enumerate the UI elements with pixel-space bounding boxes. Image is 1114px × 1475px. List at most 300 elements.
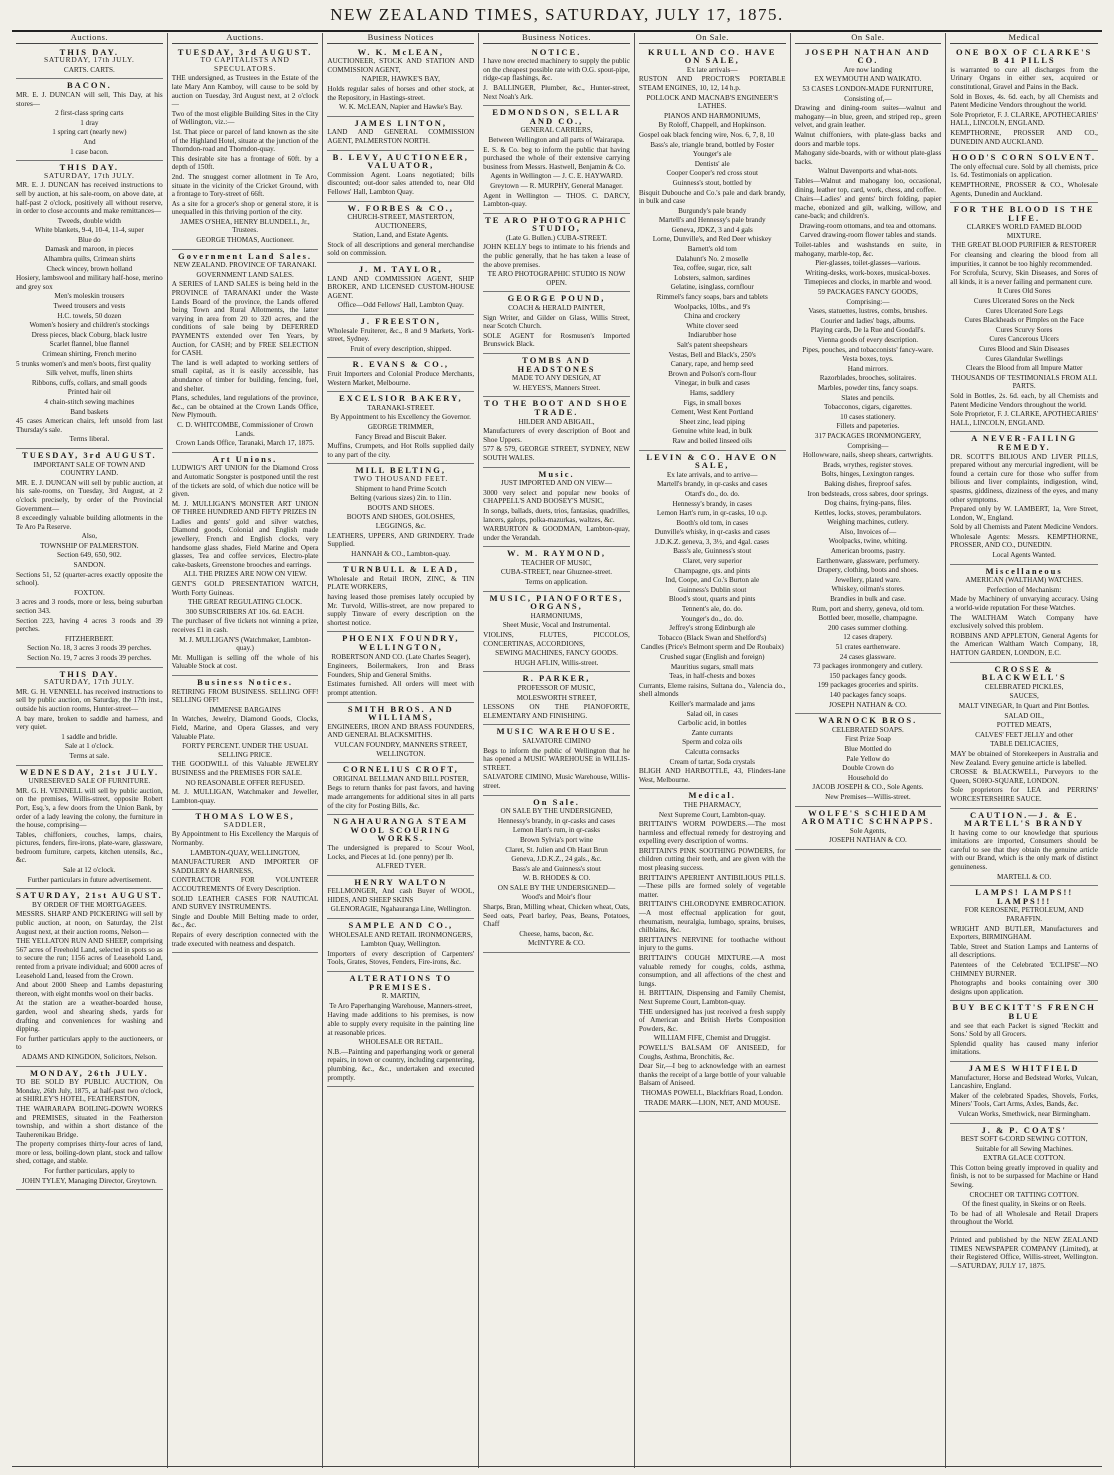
- ad-line: Weighing machines, cutlery.: [827, 518, 909, 527]
- ad-line: Shipment to hand Prime Scotch: [355, 484, 447, 493]
- ad-line: J. BALLINGER, Plumber, &c., Hunter-street, Next Noah's Ark.: [483, 83, 630, 101]
- ad-title: KRULL AND CO. HAVE ON SALE,: [647, 46, 777, 66]
- ad-line: M. J. MULLIGAN'S (Watchmaker, Lambton-quay.): [179, 635, 312, 653]
- ad-line: Ribbons, cuffs, collars, and small goods: [31, 378, 147, 387]
- advertisement: [483, 354, 630, 397]
- ad-line: 51 crates earthenware.: [835, 643, 901, 651]
- ad-line: Pale Yellow do: [846, 754, 890, 763]
- ad-title: THOMAS LOWES,: [195, 811, 295, 822]
- advertisement: [327, 358, 474, 392]
- ad-line: Terms at sale.: [69, 751, 110, 760]
- ad-line: Sold in Boxes, 4s. 6d. each, by all Chemists and Patent Medicine Vendors throughout the world.: [950, 92, 1098, 110]
- ad-line: Section No. 19, 7 acres 3 roods 39 perches.: [27, 654, 152, 662]
- ad-line: Engineers, Boilermakers, Iron and Brass Founders, Ship and General Smiths.: [327, 662, 475, 679]
- ad-line: THE undersigned has just received a fresh supply of American and British Herbs Composition Powders, &c.: [638, 1007, 786, 1033]
- column-heading: Medical: [950, 33, 1098, 44]
- ad-line: Barnett's old tom: [687, 245, 737, 254]
- ad-line: Dear Sir,—I beg to acknowledge with an earnest thanks the receipt of a large bottle of your valuable Balsam of Aniseed.: [638, 1062, 786, 1088]
- ad-line: The land is well adapted to working settlers of small capital, as it is easily accessible, has abundance of timber for building, fencing, fuel, and shelter.: [171, 358, 319, 393]
- ad-line: And: [83, 137, 96, 146]
- ad-line: New Premises—Willis-street.: [825, 792, 911, 801]
- ad-title: MONDAY, 26th JULY.: [29, 1067, 149, 1078]
- ad-line: Men's moleskin trousers: [54, 292, 125, 301]
- ad-line: NAPIER, HAWKE'S BAY,: [361, 75, 440, 84]
- ad-line: THE undersigned, as Trustees in the Estate of the late Mary Ann Kamboy, will cause to be sold by auction on Tuesday, 3rd August next, at 2 o'clock—: [171, 74, 319, 109]
- ad-title: JOSEPH NATHAN AND CO.: [805, 46, 931, 66]
- ad-title: SAMPLE AND CO.,: [348, 920, 454, 931]
- ad-line: FORTY PERCENT. UNDER THE USUAL SELLING PRICE.: [182, 742, 308, 759]
- ad-line: Brown Sylvia's port wine: [520, 835, 593, 844]
- ad-line: Bass's ale and Guinness's stout: [512, 864, 601, 873]
- ad-title: NGAHAURANGA STEAM WOOL SCOURING WORKS.: [333, 816, 469, 844]
- ad-line: Crown Lands Office, Taranaki, March 17, 1875.: [175, 439, 315, 448]
- advertisement: [950, 151, 1098, 203]
- ad-line: Comprising—: [847, 441, 889, 450]
- ad-line: M. J. MULLIGAN'S MONSTER ART UNION OF THREE HUNDRED AND FIFTY PRIZES IN: [171, 499, 319, 517]
- ad-line: Woolpacks, 10lbs., and 9's: [674, 302, 751, 311]
- ad-title: BUY BECKITT'S FRENCH BLUE: [952, 1002, 1096, 1021]
- ad-line: Whiskey, oilman's stores.: [831, 585, 905, 594]
- ad-line: 2nd. The snuggest corner allotment in Te Aro, situate in the vicinity of the Cricket Ground, with a frontage to Tory-street of 66ft.: [171, 172, 319, 199]
- ad-line: HILDER AND ABIGAIL,: [518, 417, 595, 426]
- ad-line: 199 packages groceries and spirits.: [817, 681, 919, 690]
- ad-line: The only effectual cure. Sold by all chemists, price 1s. 6d. Testimonials on application.: [950, 162, 1098, 180]
- ad-line: Stock of all descriptions and general merchandise sold on commission.: [327, 240, 475, 258]
- ad-line: China and crockery: [684, 312, 741, 321]
- ad-line: CUBA-STREET, near Ghuznee-street.: [500, 568, 613, 577]
- ad-title: CROSSE & BLACKWELL'S: [981, 663, 1067, 683]
- ad-line: IMPORTANT SALE OF TOWN AND COUNTRY LAND.: [33, 460, 146, 478]
- ad-line: ROBERTSON AND CO. (Late Charles Seager),: [331, 652, 471, 661]
- ad-line: TABLE DELICACIES,: [990, 740, 1059, 749]
- ad-line: Cures Scurvy Sores: [995, 325, 1053, 334]
- ad-line: Sole proprietors for LEA and PERRINS' WORCESTERSHIRE SAUCE.: [950, 786, 1098, 803]
- ad-line: BOOTS AND SHOES.: [367, 503, 435, 512]
- ad-line: Blood's stout, quarts and pints: [668, 595, 756, 604]
- ad-subtitle: SATURDAY, 17th JULY.: [44, 170, 135, 180]
- ad-title: EDMONDSON, SELLAR AND CO.,: [492, 107, 621, 126]
- ad-line: Mauritius sugars, small mats: [670, 662, 754, 671]
- ad-title: W. K. McLEAN,: [357, 46, 444, 57]
- ad-line: Te Aro Paperhanging Warehouse, Manners-street,: [329, 1001, 473, 1010]
- ad-line: Genuine white lead, in bulk: [672, 427, 753, 436]
- ad-title: A NEVER-FAILING REMEDY.: [971, 433, 1078, 452]
- ad-title: TE ARO PHOTOGRAPHIC STUDIO,: [485, 214, 628, 234]
- ad-line: MR. E. J. DUNCAN will sell, This Day, at his stores—: [16, 90, 163, 108]
- ad-line: SAUCES,: [1009, 692, 1039, 701]
- ad-title: MUSIC WAREHOUSE.: [496, 726, 617, 737]
- ad-line: In Watches, Jewelry, Diamond Goods, Clocks, Field, Marine, and Opera Glasses, and very Valuable Plate.: [171, 715, 319, 741]
- ad-line: To be had of all Wholesale and Retail Drapers throughout the World.: [950, 1209, 1098, 1227]
- ad-line: HARMONIUMS,: [530, 611, 583, 620]
- ad-title: EXCELSIOR BAKERY,: [338, 393, 463, 404]
- ad-line: BEST SOFT 6-CORD SEWING COTTON,: [960, 1135, 1088, 1144]
- ad-line: TO BE SOLD BY PUBLIC AUCTION, On Monday, 26th July, 1875, at half-past two o'clock, at SHIRLEY'S HOTEL, FEATHERSTON,: [16, 1078, 163, 1104]
- ad-line: It Cures Old Sores: [997, 287, 1051, 296]
- ad-line: A SERIES of LAND SALES is being held in the PROVINCE of TARANAKI under the Waste Lands Board of the province, the Lands offered being Town and Rural Allotments, the latter varying in area from 20 to 320 acres, and the conditions of sale being by DEFERRED PAYMENTS extended over Ten Years, by Auction, for CASH; and by FREE SELECTION for CASH.: [171, 280, 319, 358]
- advertisement: [327, 46, 474, 117]
- ad-line: THE WAIRARAPA BOILING-DOWN WORKS and PREMISES, situated in the Featherston township, and within a short distance of the Tauherenikau Bridge.: [16, 1104, 163, 1139]
- ad-line: (Late G. Bullen.) CUBA-STREET.: [506, 233, 607, 242]
- ad-title: WEDNESDAY, 21st JULY.: [19, 766, 160, 777]
- ad-title: W. M. RAYMOND,: [507, 548, 606, 559]
- ad-line: GLENORAGIE, Ngahauranga Line, Wellington.: [330, 905, 471, 914]
- ad-subtitle: SATURDAY, 17th JULY.: [44, 677, 135, 687]
- advertisement: [327, 392, 474, 464]
- ad-line: MADE TO ANY DESIGN, AT: [511, 374, 602, 383]
- columns: [12, 33, 1102, 1468]
- ad-line: Terms liberal.: [69, 435, 110, 444]
- ad-line: Courier and ladies' bags, albums.: [820, 316, 916, 325]
- ad-title: Business Notices.: [197, 676, 293, 687]
- ad-line: Cooper Cooper's red cross stout: [666, 169, 758, 178]
- ad-line: POTTED MEATS,: [996, 721, 1052, 730]
- ad-line: Sold in Bottles, 2s. 6d. each, by all Chemists and Patent Medicine Vendors throughout the world.: [950, 391, 1098, 409]
- ad-line: CROSSE & BLACKWELL, Purveyors to the Queen, SOHO-SQUARE, LONDON.: [950, 768, 1098, 785]
- ad-line: Section 649, 650, 902.: [57, 551, 122, 560]
- ad-title: ALTERATIONS TO PREMISES.: [349, 973, 453, 992]
- ad-line: Hollowware, nails, sheep shears, cartwrights.: [802, 451, 933, 460]
- advertisement: [16, 766, 163, 890]
- ad-line: Otard's do., do. do.: [684, 489, 740, 498]
- ad-line: LAND AND COMMISSION AGENT, SHIP BROKER, AND LICENSED CUSTOM-HOUSE AGENT.: [327, 274, 475, 300]
- advertisement: [483, 547, 630, 591]
- ad-title: WOLFE'S SCHIEDAM AROMATIC SCHNAPPS.: [801, 807, 935, 827]
- ad-line: WHOLESALE OR RETAIL.: [358, 1038, 443, 1047]
- ad-line: Check wincey, brown holland: [46, 264, 133, 273]
- ad-line: 577 & 579, GEORGE STREET, SYDNEY, NEW SOUTH WALES.: [483, 445, 630, 462]
- ad-line: Printed hair oil: [67, 388, 111, 397]
- ad-line: Alhambra quilts, Crimean shirts: [43, 255, 136, 264]
- ad-line: W. K. McLEAN, Napier and Hawke's Bay.: [339, 103, 463, 112]
- advertisement: [950, 663, 1098, 809]
- ad-line: Gospel oak black fencing wire, Nos. 6, 7, 8, 10: [638, 130, 775, 139]
- advertisement: [16, 1067, 163, 1191]
- column-heading: Auctions.: [16, 33, 163, 44]
- ad-line: Office—Odd Fellows' Hall, Lambton Quay.: [337, 301, 464, 310]
- ad-line: American brooms, pastry.: [830, 547, 906, 556]
- ad-line: 59 PACKAGES FANCY GOODS,: [817, 288, 918, 297]
- ad-line: Mr. Mulligan is selling off the whole of his Valuable Stock at cost.: [171, 653, 319, 671]
- ad-line: Drawing-room ottomans, and tea and ottomans.: [799, 221, 937, 230]
- ad-line: Ind, Coope, and Co.'s Burton ale: [665, 576, 760, 585]
- advertisement: [483, 397, 630, 467]
- ad-title: Government Land Sales.: [178, 250, 313, 261]
- ad-line: Earthenware, glassware, perfumery.: [816, 556, 920, 565]
- advertisement: [950, 1001, 1098, 1062]
- ad-line: Rimmel's fancy soaps, bars and tablets: [656, 293, 768, 302]
- ad-line: Bisquit Dubouche and Co.'s pale and dark brandy, in bulk and case: [638, 188, 786, 206]
- ad-line: Tweeds, double width: [57, 216, 121, 225]
- ad-line: WRIGHT AND BUTLER, Manufacturers and Exporters, BIRMINGHAM.: [950, 924, 1098, 942]
- ad-line: TOWNSHIP OF PALMERSTON.: [40, 541, 139, 550]
- ad-line: Fruit of every description, shipped.: [350, 344, 452, 353]
- advertisement: [16, 449, 163, 668]
- ad-line: Calcutta cornsacks: [685, 747, 740, 756]
- ad-line: Burgundy's pale brandy: [678, 206, 747, 215]
- ad-title: LAMPS! LAMPS!! LAMPS!!!: [975, 887, 1074, 906]
- ad-line: Women's hosiery and children's stockings: [29, 321, 150, 330]
- ad-line: Table, Street and Station Lamps and Lanterns of all descriptions.: [950, 942, 1098, 960]
- ad-line: Sole Agents,: [849, 826, 887, 835]
- ad-line: Keiller's marmalade and jams: [669, 699, 755, 708]
- imprint: Printed and published by the NEW ZEALAND TIMES NEWSPAPER COMPANY (Limited), at their Registered Office, Willis-street, Wellington.—SATURDAY, JULY 17, 1875.: [950, 1235, 1098, 1270]
- ad-subtitle: SATURDAY, 17th JULY.: [44, 55, 135, 65]
- ad-line: Section 223, having 4 acres 3 roods and 39 perches.: [16, 616, 163, 634]
- ad-line: Sheet zinc, lead piping: [679, 417, 745, 426]
- ad-line: THE GREAT REGULATING CLOCK.: [188, 598, 303, 607]
- advertisement: [950, 1124, 1098, 1233]
- ad-line: ROBBINS AND APPLETON, General Agents for the American Waltham Watch Company, 18, HATTON GARDEN, LONDON, E.C.: [950, 631, 1098, 657]
- ad-title: SMITH BROS. AND WILLIAMS,: [347, 703, 454, 723]
- ad-line: EX WEYMOUTH AND WAIKATO.: [814, 75, 922, 84]
- ad-line: Muffins, Crumpets, and Hot Rolls supplied daily to any part of the city.: [327, 442, 475, 459]
- ad-line: As a site for a grocer's shop or general store, it is unequalled in this thriving portion of the city.: [171, 199, 319, 217]
- ad-line: Rum, port and sherry, geneva, old tom.: [811, 604, 924, 613]
- ad-line: THE GOODWILL of this Valuable JEWELRY BUSINESS and the PREMISES FOR SALE.: [171, 760, 319, 777]
- column-heading: On Sale.: [639, 33, 786, 44]
- ad-line: THE GREAT BLOOD PURIFIER & RESTORER: [951, 241, 1097, 250]
- advertisement: [16, 889, 163, 1066]
- ad-line: Sole Proprietor, F. J. CLARKE, APOTHECARIES' HALL, LINCOLN, ENGLAND.: [950, 110, 1098, 128]
- ad-line: THOUSANDS OF TESTIMONIALS FROM ALL PARTS.: [951, 373, 1098, 391]
- ad-line: Walnut Davenports and what-nots.: [818, 167, 918, 176]
- ad-line: Cement, West Kent Portland: [671, 408, 754, 417]
- ad-line: BOOTS AND SHOES, GOLOSHES, LEGGINGS, &c.: [346, 513, 455, 530]
- ad-line: C. D. WHITCOMBE, Commissioner of Crown Lands.: [177, 420, 314, 438]
- ad-line: Belting (various sizes) 2in. to 11in.: [350, 494, 452, 503]
- masthead-rule: [12, 30, 1102, 32]
- ad-line: Holds regular sales of horses and other stock, at the Repository, in Hastings-street.: [327, 84, 475, 102]
- ad-line: Plans, schedules, land regulations of the province, &c., can be obtained at the Crown Lands Office, New Plymouth.: [171, 394, 319, 420]
- ad-line: Blue Mottled do: [844, 744, 892, 753]
- ad-line: BRITTAIN'S COUGH MIXTURE.—A most valuable remedy for coughs, colds, asthma, consumption, and all affections of the chest and lungs.: [638, 954, 786, 988]
- ad-line: By Appointment to his Excellency the Governor.: [330, 413, 471, 422]
- ad-line: AUCTIONEER, STOCK AND STATION AND COMMISSION AGENT,: [327, 57, 475, 74]
- ad-line: Younger's do., do. do.: [680, 614, 744, 623]
- ad-line: Vienna goods of every description.: [817, 336, 919, 344]
- ad-title: JAMES LINTON,: [354, 117, 447, 128]
- ad-line: Manufacturers of every description of Boot and Shoe Uppers.: [483, 427, 630, 444]
- advertisement: [483, 46, 630, 107]
- ad-line: Dress pieces, black Coburg, black lustre: [31, 330, 148, 339]
- ad-title: NOTICE.: [531, 46, 582, 57]
- ad-line: Gelatine, isinglass, cornflour: [670, 283, 754, 292]
- ad-title: PHOENIX FOUNDRY, WELLINGTON,: [342, 633, 460, 653]
- ad-line: At the station are a weather-boarded house, garden, wool and shearing sheds, yards for drafting and conveniences for washing and dipping.: [16, 999, 163, 1034]
- ad-line: Figs, in small boxes: [683, 398, 741, 407]
- advertisement: [327, 315, 474, 358]
- ad-line: W. B. RHODES & CO.: [522, 874, 591, 883]
- ad-line: Guinness's stout, bottled by: [672, 178, 752, 187]
- ad-line: Vulcan Works, Smethwick, near Birmingham.: [957, 1109, 1091, 1118]
- ad-line: having leased those premises lately occupied by Mr. Turvold, Willis-street, are now prepared to supply Tinware of every description on the shortest notice.: [327, 593, 475, 627]
- ad-line: GENT'S GOLD PRESENTATION WATCH, Worth Forty Guineas.: [171, 580, 319, 597]
- ad-line: Cures Ulcerated Sores on the Neck: [973, 297, 1075, 306]
- ad-line: H. BRITTAIN, Dispensing and Family Chemist, Next Supreme Court, Lambton-quay.: [638, 989, 786, 1006]
- ad-line: Wholesale and Retail IRON, ZINC, & TIN PLATE WORKERS,: [327, 574, 475, 592]
- ad-line: Perfection of Mechanism:: [986, 585, 1062, 594]
- advertisement: [172, 453, 319, 676]
- ad-line: White blankets, 9-4, 10-4, 11-4, super: [34, 226, 144, 235]
- ad-line: Teas, in half-chests and boxes: [669, 672, 756, 681]
- ad-line: Wholesale Fruiterer, &c., 8 and 9 Markets, York-street, Sydney.: [327, 326, 475, 344]
- ad-line: 4 chain-stitch sewing machines: [44, 397, 135, 406]
- ad-line: MAY be obtained of Storekeepers in Australia and New Zealand. Every genuine article is labelled.: [950, 749, 1098, 767]
- ad-line: DR. SCOTT'S BILIOUS AND LIVER PILLS, prepared without any mercurial ingredient, will be found a certain cure for those who suffer from bilious and liver complaints, indigestion, wind, spasms, giddiness, dizziness of the eyes, and many other symptoms.: [950, 452, 1098, 504]
- ad-title: Miscellaneous: [985, 565, 1063, 576]
- ad-line: LAND AND GENERAL COMMISSION AGENT, PALMERSTON NORTH.: [327, 128, 475, 145]
- advertisement: [483, 292, 630, 354]
- advertisement: [327, 763, 474, 815]
- ad-line: JOSEPH NATHAN & CO.: [828, 700, 907, 709]
- ad-line: 2 first-class spring carts: [55, 109, 124, 118]
- ad-line: SOLID LEATHER CASES FOR NAUTICAL AND SURVEY INSTRUMENTS.: [171, 894, 319, 912]
- ad-line: FELLMONGER, And cash Buyer of WOOL, HIDES, AND SHEEP SKINS: [327, 887, 475, 904]
- ad-line: Suitable for all Sewing Machines.: [975, 1144, 1073, 1153]
- ad-line: 10 cases stationery.: [840, 412, 896, 421]
- ad-line: Kettles, locks, stoves, perambulators.: [814, 508, 922, 517]
- advertisement: [327, 972, 474, 1087]
- ad-line: Tobacco (Black Swan and Shelford's): [658, 633, 767, 642]
- ad-line: This desirable site has a frontage of 60ft. by a depth of 150ft.: [171, 154, 319, 172]
- ad-line: Damask and maroon, in pieces: [45, 245, 134, 254]
- ad-line: ON SALE BY THE UNDERSIGNED—: [497, 883, 616, 892]
- ad-line: GEORGE THOMAS, Auctioneer.: [196, 236, 294, 245]
- ad-line: CELEBRATED SOAPS.: [831, 725, 904, 734]
- ad-line: Pipes, pouches, and tobacconists' fancy-ware.: [802, 345, 934, 354]
- ad-line: AMERICAN (WALTHAM) WATCHES.: [965, 576, 1083, 585]
- advertisement: [483, 592, 630, 673]
- ad-line: Zante currants: [691, 728, 733, 737]
- advertisement: [327, 563, 474, 632]
- ad-line: The WALTHAM Watch Company have exclusively solved this problem.: [950, 613, 1098, 631]
- column-heading: Business Notices.: [483, 33, 630, 44]
- ad-line: and see that each Packet is signed 'Reckitt and Sons.' Sold by all Grocers.: [950, 1021, 1098, 1039]
- ad-line: Blue do: [78, 235, 101, 244]
- ad-line: Canary, rape, and hemp seed: [670, 360, 754, 369]
- ad-line: Sole Proprietor, F. J. CLARKE, APOTHECARIES' HALL, LINCOLN, ENGLAND.: [950, 410, 1098, 427]
- ad-line: Maker of the celebrated Spades, Shovels, Forks, Miners' Tools, Cart Arms, Axles, Bands, &c.: [950, 1091, 1098, 1109]
- column-heading: On Sale.: [795, 33, 942, 44]
- ad-line: Hosiery, lambswool and military half-hose, merino and grey sox: [16, 274, 163, 291]
- ad-line: SEWING MACHINES, FANCY GOODS.: [495, 649, 618, 658]
- ad-line: The property comprises thirty-four acres of land, more or less, boiling-down plant, stock and tallow shed, cottage, and stable.: [16, 1140, 163, 1166]
- ad-line: Woolpacks, twine, whiting.: [828, 537, 908, 546]
- ad-line: This Cotton being greatly improved in quality and finish, is not to be surpassed for Machine or Hand Sewing.: [950, 1163, 1098, 1190]
- ad-line: Of the finest quality, in Skeins or on Reels.: [962, 1200, 1086, 1209]
- ad-line: Hand mirrors.: [847, 364, 889, 373]
- ad-line: Tennent's ale, do. do.: [681, 605, 743, 614]
- ad-line: Estimates furnished. All orders will meet with prompt attention.: [327, 680, 475, 697]
- ad-line: Timepieces and clocks, in marble and wood.: [803, 278, 932, 287]
- ad-line: WARBURTON & GOODMAN, Lambton-quay, under the Verandah.: [483, 525, 630, 542]
- ad-line: Dunville's whisky, in qr-casks and cases: [654, 528, 770, 537]
- ad-line: Clears the Blood from all Impure Matter: [965, 364, 1083, 373]
- ad-line: Consisting of,—: [844, 94, 892, 103]
- ad-title: THIS DAY.: [59, 46, 120, 57]
- ad-line: Cures Ulcerated Sore Legs: [985, 306, 1063, 315]
- ad-line: Cures Blood and Skin Diseases: [979, 345, 1070, 353]
- ad-line: Manufacturer, Horse and Bedstead Works, Vulcan, Lancashire, England.: [950, 1073, 1098, 1091]
- column-7: [946, 33, 1102, 1468]
- advertisement: [172, 46, 319, 250]
- ad-line: MR. E. J. DUNCAN will sell by public auction, at his sale-rooms, on Tuesday, 3rd August, at 2 o'clock precisely, by order of the Provincial Government—: [16, 478, 163, 513]
- footer-rule: [12, 1466, 1102, 1467]
- ad-line: By Appointment to His Excellency the Marquis of Normanby.: [171, 830, 319, 848]
- ad-line: Greytown — R. MURPHY, General Manager.: [490, 181, 623, 190]
- ad-line: GOVERNMENT LAND SALES.: [196, 270, 294, 279]
- ad-line: It having come to our knowledge that spurious imitations are imported, Consumers should be careful to see that they obtain the genuine article with our Brand, which is the only mark of distinct genuineness.: [950, 828, 1098, 872]
- ad-line: First Prize Soap: [844, 735, 891, 744]
- ad-line: Fancy Bread and Biscuit Baker.: [355, 432, 447, 441]
- ad-line: Sheet Music, Vocal and Instrumental.: [502, 621, 611, 630]
- advertisement: [795, 46, 942, 715]
- ad-line: CLARKE'S WORLD FAMED BLOOD MIXTURE.: [966, 223, 1082, 240]
- ad-line: 45 cases American chairs, left unsold from last Thursday's sale.: [16, 417, 163, 434]
- ad-line: Begs to return thanks for past favors, and having made arrangements for additional sites in all parts of the city for Posting Bills, &c.: [327, 784, 475, 810]
- ad-line: Bolts, hinges, Lexington ranges.: [821, 470, 915, 479]
- column-heading: Auctions.: [172, 33, 319, 44]
- ad-line: 73 packages ironmongery and cutlery.: [813, 662, 923, 671]
- ad-line: E. S. & Co. beg to inform the public that having purchased the whole of their extensive carrying business from Messrs. Hastwell, Benjamin & Co.: [483, 145, 630, 171]
- ad-line: Brandies in bulk and case.: [830, 595, 906, 604]
- ad-title: FOR THE BLOOD IS THE LIFE.: [953, 204, 1095, 223]
- column-1: [12, 33, 168, 1468]
- ad-line: ENGINEERS, IRON AND BRASS FOUNDERS, AND GENERAL BLACKSMITHS.: [327, 722, 475, 740]
- advertisement: [327, 876, 474, 919]
- ad-line: Sale at 1 o'clock.: [64, 742, 114, 751]
- ad-line: CELEBRATED PICKLES,: [984, 682, 1064, 691]
- ad-line: For further particulars, apply to: [44, 1167, 135, 1176]
- ad-line: Cures Glandular Swellings: [985, 354, 1063, 363]
- ad-line: Next Supreme Court, Lambton-quay.: [658, 810, 766, 819]
- column-2: [168, 33, 324, 1468]
- ad-line: Section No. 18, 3 acres 3 roods 39 perches.: [27, 644, 152, 653]
- ad-line: 1 spring cart (nearly new): [52, 128, 127, 137]
- ad-line: ORIGINAL BELLMAN AND BILL POSTER,: [332, 774, 469, 783]
- ad-line: Dalahunt's No. 2 moselle: [676, 254, 749, 263]
- ad-line: Scarlet flannel, blue flannel: [49, 340, 130, 349]
- ad-line: Fillets and papeteries.: [836, 422, 900, 431]
- ad-line: Wholesale Agents: Messrs. KEMPTHORNE, PROSSER, AND CO., DUNEDIN.: [950, 532, 1098, 550]
- ad-subtitle: SADDLER,: [223, 819, 267, 829]
- ad-line: NEW ZEALAND. PROVINCE OF TARANAKI.: [173, 261, 317, 270]
- ad-line: JUST IMPORTED AND ON VIEW—: [500, 479, 613, 488]
- ad-line: JOSEPH NATHAN & CO.: [828, 836, 907, 845]
- ad-line: Ex late arrivals, and to arrive—: [666, 470, 758, 479]
- ad-line: By Roloff, Chappell, and Hopkinson.: [658, 121, 766, 130]
- ad-line: RUSTON AND PROCTOR'S PORTABLE STEAM ENGINES, 10, 12, 14 h.p.: [638, 75, 786, 92]
- ad-line: GENERAL CARRIERS,: [520, 126, 593, 135]
- ad-line: EXTRA GLACE COTTON.: [983, 1154, 1066, 1163]
- ad-title: THIS DAY.: [59, 162, 120, 173]
- ad-line: Candles (Price's Belmont sperm and De Roubaix): [640, 643, 784, 652]
- ad-line: LEATHERS, UPPERS, AND GRINDERY. Trade Supplied.: [327, 531, 475, 549]
- ad-line: THE PHARMACY,: [683, 800, 741, 809]
- ad-title: B. LEVY, AUCTIONEER, VALUATOR,: [332, 151, 469, 171]
- advertisement: [172, 676, 319, 810]
- ad-title: Art Unions.: [212, 453, 278, 464]
- ad-line: Photographs and books containing over 300 designs upon application.: [950, 979, 1098, 996]
- ad-line: ALL THE PRIZES ARE NOW ON VIEW.: [183, 570, 307, 579]
- ad-line: JOHN KELLY begs to intimate to his friends and the public generally, that he has taken a lease of the above premises.: [483, 243, 630, 269]
- ad-line: 317 PACKAGES IRONMONGERY,: [814, 431, 921, 440]
- ad-line: 1st. That piece or parcel of land known as the site of the Highland Hotel, situate at the junction of the Thorndon-road and Thorndon-quay.: [171, 127, 319, 154]
- ad-line: BRITTAIN'S WORM POWDERS.—The most harmless and effectual remedy for destroying and expelling every description of worms.: [638, 820, 786, 846]
- ad-line: Made by Machinery of unvarying accuracy. Using a world-wide reputation For these Watches.: [950, 595, 1098, 613]
- ad-line: Lemon Hart's rum, in qr-casks: [512, 826, 601, 835]
